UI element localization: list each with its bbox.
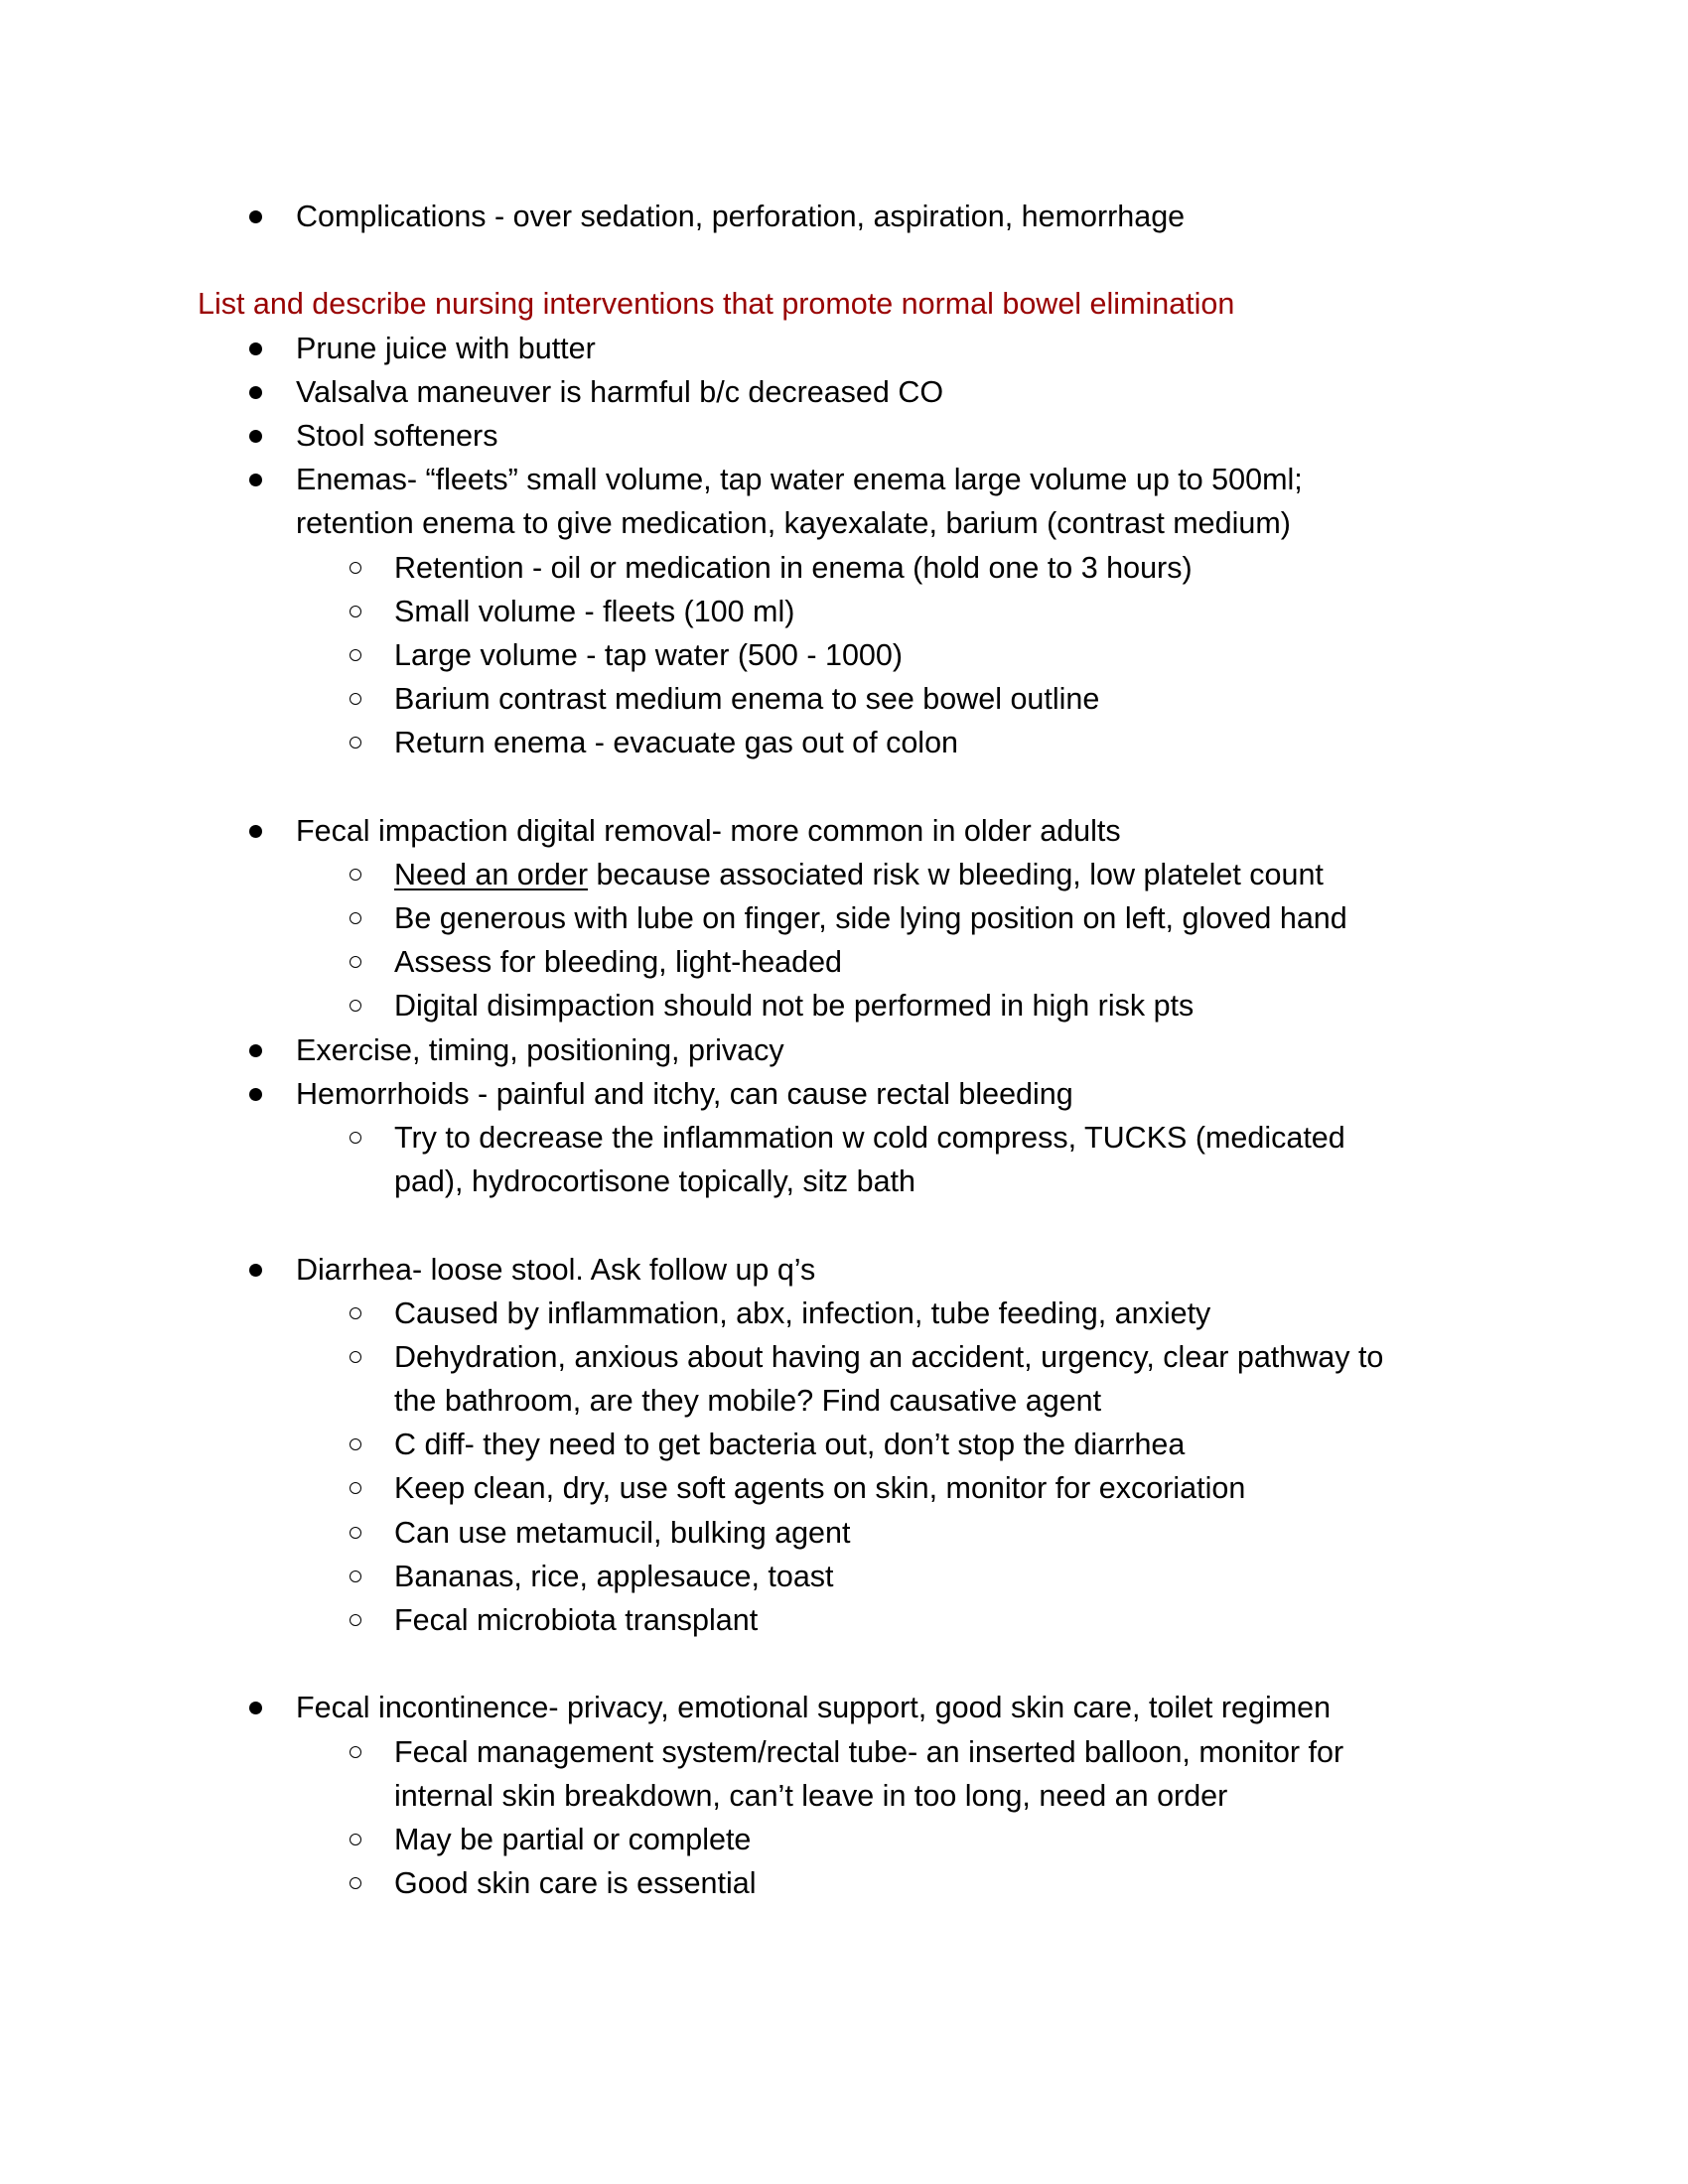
sub-list-item: May be partial or complete	[394, 1822, 752, 1856]
sub-list-item: Can use metamucil, bulking agent	[394, 1515, 851, 1550]
sub-list-item: Retention - oil or medication in enema (hold one to 3 hours)	[394, 550, 1193, 585]
list-item-continuation: retention enema to give medication, kayexalate, barium (contrast medium)	[296, 506, 1291, 541]
sub-list-item: Barium contrast medium enema to see bowel outline	[394, 682, 1100, 717]
sub-list-item: Return enema - evacuate gas out of colon	[394, 726, 958, 760]
sub-list-item-continuation: pad), hydrocortisone topically, sitz bath	[394, 1164, 915, 1199]
section-heading: List and describe nursing interventions that promote normal bowel elimination	[198, 287, 1235, 322]
list-item: Prune juice with butter	[296, 331, 596, 365]
spacer	[0, 238, 1688, 282]
list-item: Valsalva maneuver is harmful b/c decreased CO	[296, 374, 944, 409]
list-item: Hemorrhoids - painful and itchy, can cause rectal bleeding	[296, 1076, 1073, 1111]
sub-list-item: Need an order because associated risk w bleeding, low platelet count	[394, 857, 1324, 891]
sub-list-item: Good skin care is essential	[394, 1866, 757, 1901]
sub-list-item-continuation: internal skin breakdown, can’t leave in too long, need an order	[394, 1778, 1228, 1813]
sub-list-item: C diff- they need to get bacteria out, don’t stop the diarrhea	[394, 1428, 1186, 1462]
sub-list-item: Fecal management system/rectal tube- an inserted balloon, monitor for	[394, 1734, 1344, 1769]
sub-list-item: Try to decrease the inflammation w cold compress, TUCKS (medicated	[394, 1120, 1345, 1155]
sub-list-item: Be generous with lube on finger, side lying position on left, gloved hand	[394, 901, 1347, 935]
sub-list-item: Large volume - tap water (500 - 1000)	[394, 637, 903, 672]
document-page	[0, 195, 1688, 1905]
sub-list-item: Keep clean, dry, use soft agents on skin, monitor for excoriation	[394, 1471, 1246, 1506]
sub-list-item: Fecal microbiota transplant	[394, 1603, 759, 1637]
spacer	[0, 1203, 1688, 1247]
sub-list-item: Digital disimpaction should not be performed in high risk pts	[394, 989, 1195, 1024]
spacer	[0, 764, 1688, 808]
sub-list-item: Small volume - fleets (100 ml)	[394, 594, 795, 628]
sub-list-item: Caused by inflammation, abx, infection, tube feeding, anxiety	[394, 1296, 1211, 1330]
list-item: Fecal incontinence- privacy, emotional support, good skin care, toilet regimen	[296, 1691, 1332, 1725]
sub-list-item: Dehydration, anxious about having an accident, urgency, clear pathway to	[394, 1339, 1384, 1374]
list-item: Enemas- “fleets” small volume, tap water enema large volume up to 500ml;	[296, 463, 1303, 497]
underlined-text: Need an order	[394, 857, 588, 891]
sub-list-item: Assess for bleeding, light-headed	[394, 945, 843, 980]
list-item: Stool softeners	[296, 418, 498, 453]
list-item: Fecal impaction digital removal- more common in older adults	[296, 813, 1121, 848]
sub-list-item: Bananas, rice, applesauce, toast	[394, 1559, 834, 1593]
spacer	[0, 1642, 1688, 1686]
list-item: Diarrhea- loose stool. Ask follow up q’s	[296, 1252, 816, 1287]
list-item: Complications - over sedation, perforation, aspiration, hemorrhage	[296, 200, 1186, 233]
sub-list-item-continuation: the bathroom, are they mobile? Find causative agent	[394, 1384, 1102, 1419]
list-item: Exercise, timing, positioning, privacy	[296, 1032, 784, 1067]
